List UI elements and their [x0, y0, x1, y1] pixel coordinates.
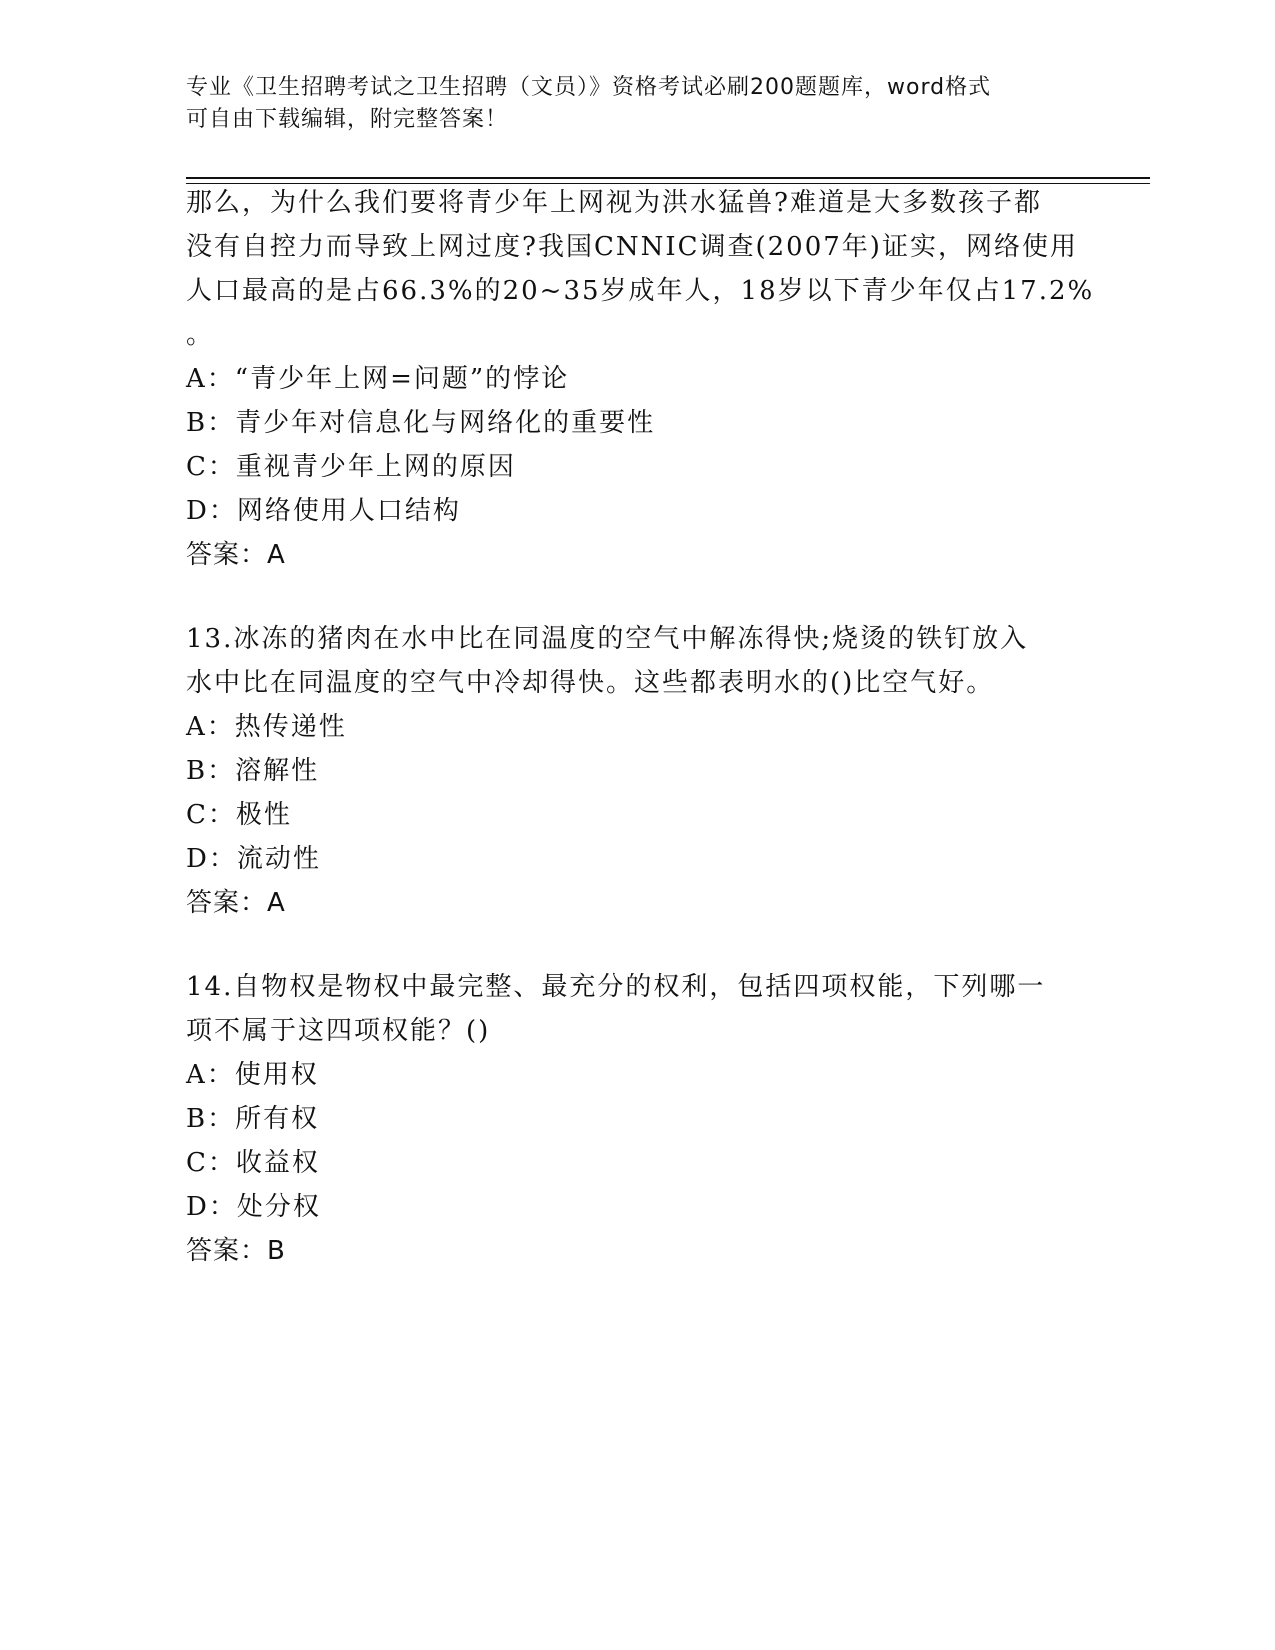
question-stem-line: 项不属于这四项权能？() [186, 1016, 491, 1046]
question-stem-line: 没有自控力而导致上网过度?我国CNNIC调查(2007年)证实，网络使用 [186, 232, 1078, 262]
option-d: D：网络使用人口结构 [186, 496, 461, 526]
option-b: B：青少年对信息化与网络化的重要性 [186, 408, 656, 438]
question-stem-line: 那么，为什么我们要将青少年上网视为洪水猛兽?难道是大多数孩子都 [186, 188, 1042, 218]
option-d: D：流动性 [186, 844, 321, 874]
answer-line: 答案：B [186, 1236, 286, 1266]
question-stem-line: 13.冰冻的猪肉在水中比在同温度的空气中解冻得快;烧烫的铁钉放入 [186, 624, 1029, 654]
option-a: A：使用权 [186, 1060, 319, 1090]
question-stem-line: 。 [186, 320, 215, 350]
option-b: B：所有权 [186, 1104, 320, 1134]
document-header [186, 72, 1086, 136]
option-c: C：极性 [186, 800, 292, 830]
header-divider-thick [186, 177, 1150, 179]
question-stem-line: 水中比在同温度的空气中冷却得快。这些都表明水的()比空气好。 [186, 668, 995, 698]
option-b: B：溶解性 [186, 756, 320, 786]
option-c: C：重视青少年上网的原因 [186, 452, 516, 482]
answer-line: 答案：A [186, 888, 286, 918]
option-d: D：处分权 [186, 1192, 321, 1222]
option-a: A：“青少年上网=问题”的悖论 [186, 364, 570, 394]
question-stem-line: 人口最高的是占66.3%的20~35岁成年人，18岁以下青少年仅占17.2% [186, 276, 1095, 306]
header-title-line-2: 可自由下载编辑，附完整答案！ [186, 107, 509, 132]
answer-line: 答案：A [186, 540, 286, 570]
option-c: C：收益权 [186, 1148, 320, 1178]
question-stem-line: 14.自物权是物权中最完整、最充分的权利，包括四项权能，下列哪一 [186, 972, 1046, 1002]
option-a: A：热传递性 [186, 712, 347, 742]
header-title-line-1: 专业《卫生招聘考试之卫生招聘（文员）》资格考试必刷200题题库，word格式 [186, 75, 992, 100]
